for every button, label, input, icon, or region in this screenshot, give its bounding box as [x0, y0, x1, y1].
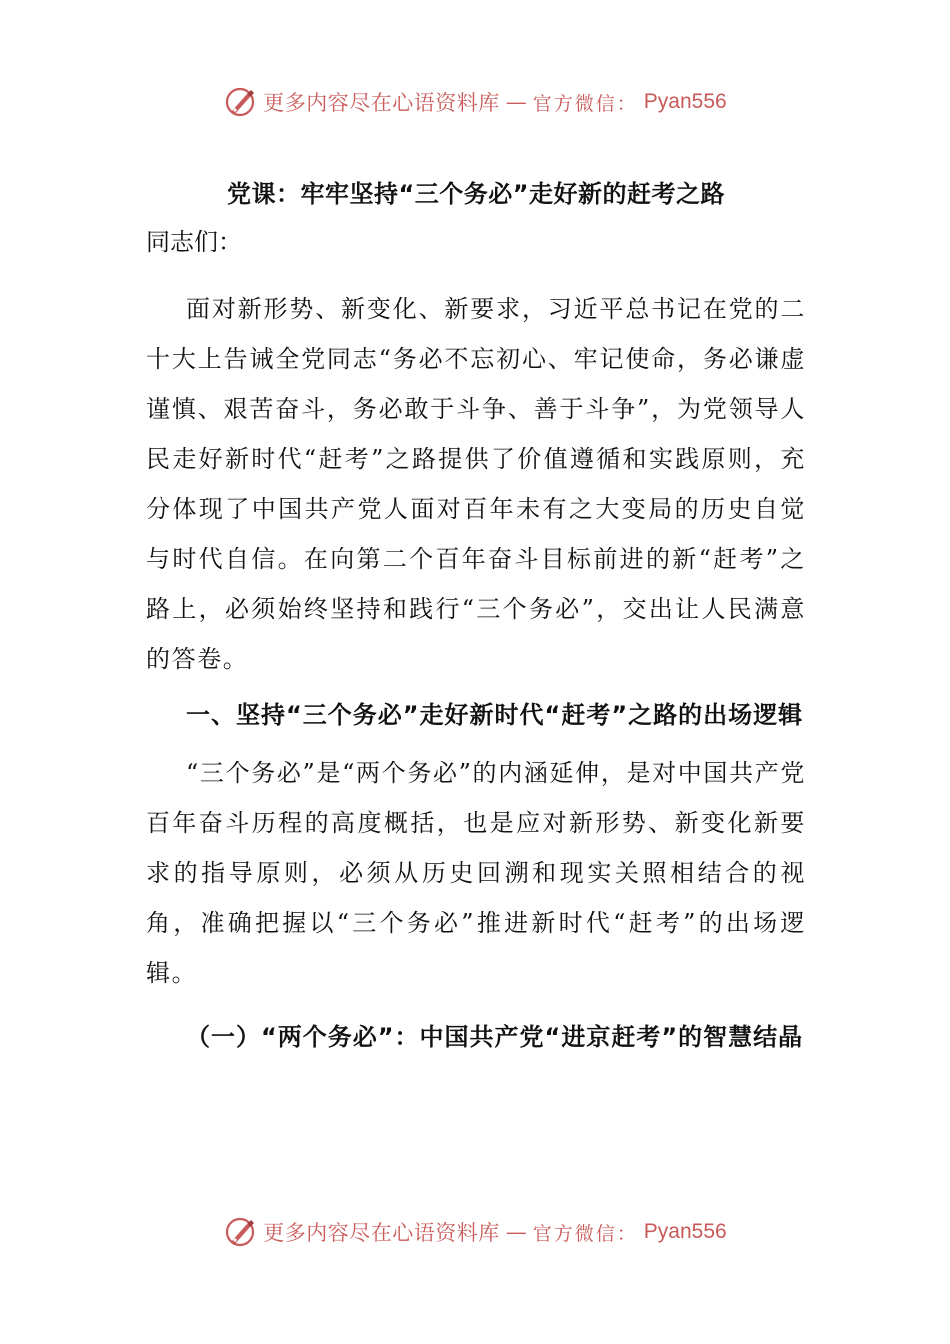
watermark-separator: — — [505, 90, 527, 114]
salutation: 同志们： — [146, 228, 242, 256]
watermark-label: 官方微信： — [532, 1222, 638, 1245]
watermark-label: 官方微信： — [532, 92, 638, 115]
pen-nib-icon — [223, 1215, 257, 1249]
document-body — [146, 172, 806, 1062]
intro-paragraph: 面对新形势、新变化、新要求，习近平总书记在党的二十大上告诫全党同志“务必不忘初心、牢记使命，务必谦虚谨慎、艰苦奋斗，务必敢于斗争、善于斗争”，为党领导人民走好新时代“赶考”之路提供了价值遵循和实践原则，充分体现了中国共产党人面对百年未有之大变局的历史自觉与时代自信。在向第二个百年奋斗目标前进的新“赶考”之路上，必须始终坚持和践行“三个务必”，交出让人民满意的答卷。 — [146, 295, 806, 673]
pen-nib-icon — [223, 85, 257, 119]
watermark-header — [0, 80, 950, 124]
watermark-footer — [0, 1210, 950, 1254]
watermark-id: Pyan556 — [643, 90, 727, 113]
watermark-text: 更多内容尽在心语资料库 — [263, 91, 500, 115]
document-title: 党课：牢牢坚持“三个务必”走好新的赶考之路 — [226, 180, 726, 208]
section-1-paragraph: “三个务必”是“两个务必”的内涵延伸，是对中国共产党百年奋斗历程的高度概括，也是应对新形势、新变化新要求的指导原则，必须从历史回溯和现实关照相结合的视角，准确把握以“三个务必”推进新时代“赶考”的出场逻辑。 — [146, 759, 806, 987]
section-heading-1: 一、坚持“三个务必”走好新时代“赶考”之路的出场逻辑 — [186, 701, 804, 729]
watermark-id: Pyan556 — [643, 1220, 727, 1243]
watermark-separator: — — [505, 1220, 527, 1244]
subsection-heading-1: （一）“两个务必”：中国共产党“进京赶考”的智慧结晶 — [186, 1023, 804, 1051]
watermark-text: 更多内容尽在心语资料库 — [263, 1221, 500, 1245]
